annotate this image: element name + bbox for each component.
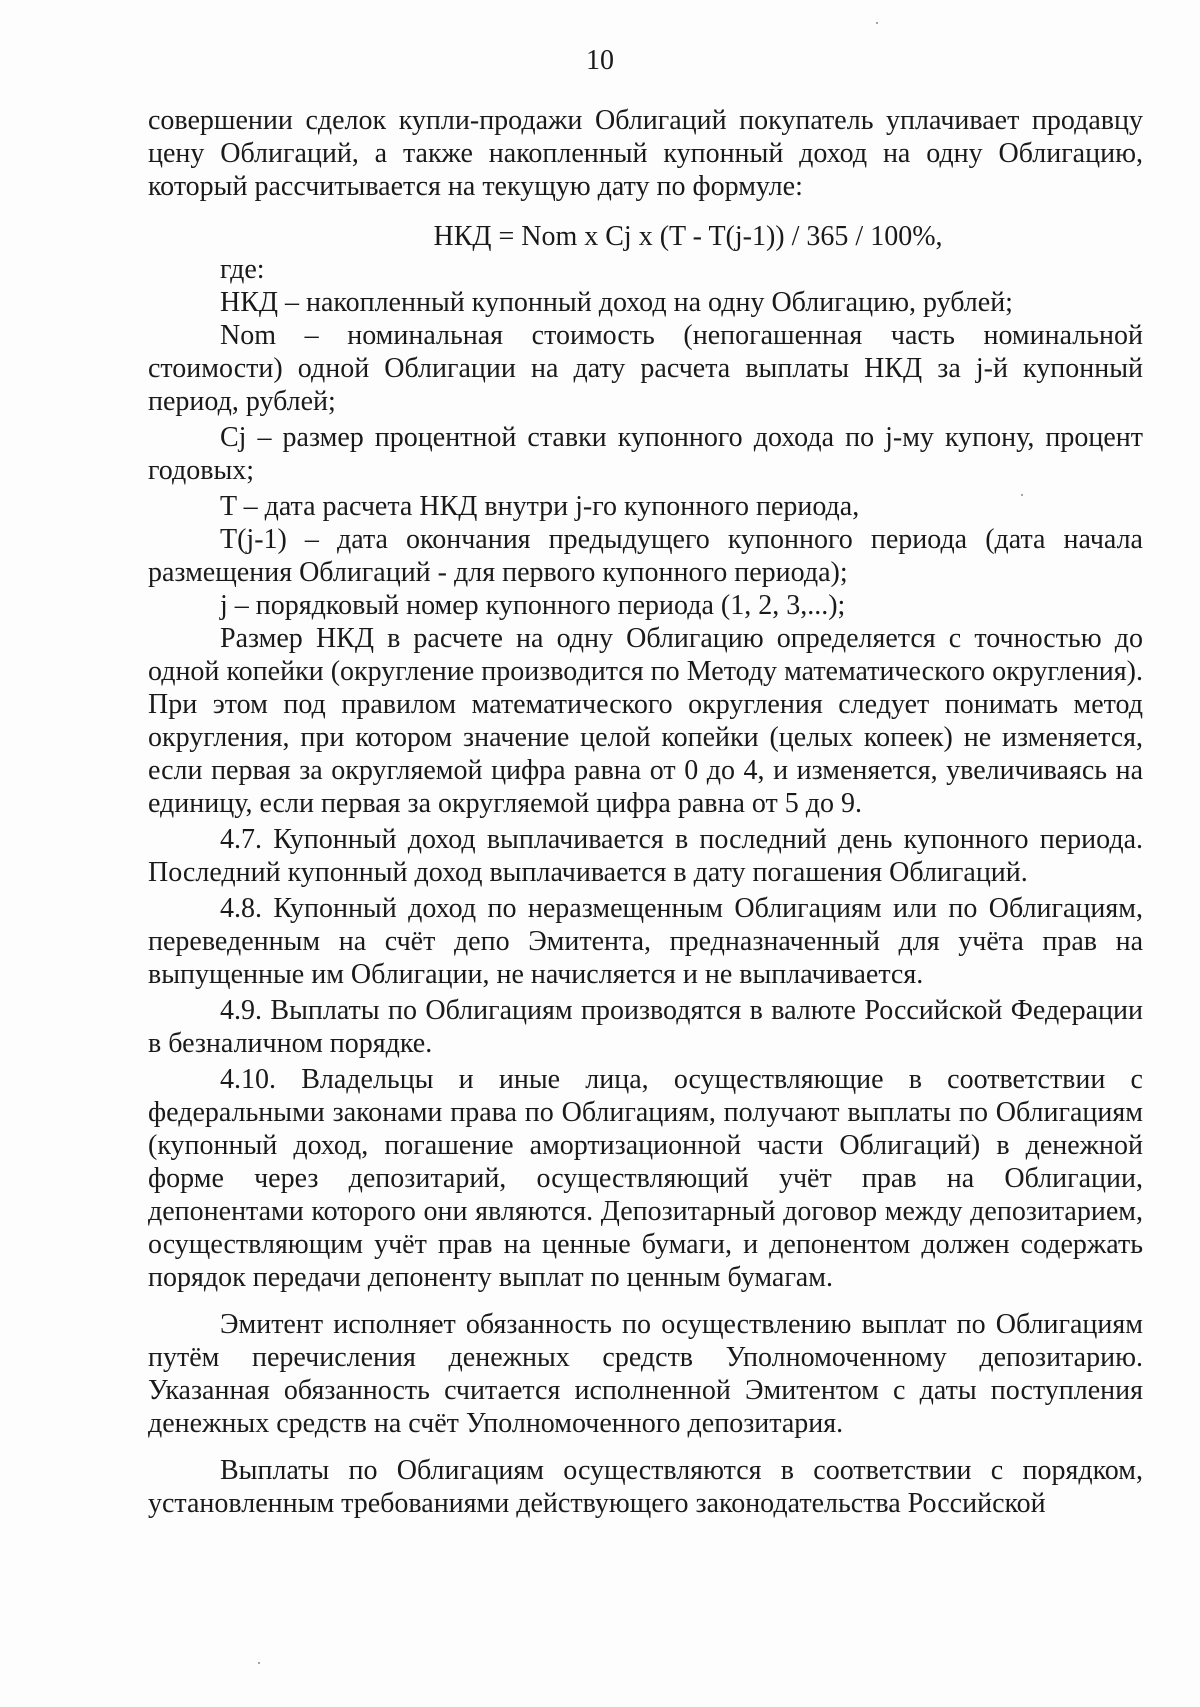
rounding-paragraph: Размер НКД в расчете на одну Облигацию определяется с точностью до одной копейки (округление производится по Методу математического округления). При этом под правилом математического округления следует понимать метод округления, при котором значение целой копейки (целых копеек) не изменяется, если первая за округляемой цифра равна от 0 до 4, и изменяется, увеличиваясь на единицу, если первая за округляемой цифра равна от 5 до 9. bbox=[148, 623, 1143, 819]
scan-speck bbox=[876, 22, 878, 24]
scan-speck bbox=[258, 1662, 260, 1664]
definition-nkd: НКД – накопленный купонный доход на одну Облигацию, рублей; bbox=[220, 287, 1013, 318]
definition-t-prev: T(j-1) – дата окончания предыдущего купонного периода (дата начала размещения Облигаций - для первого купонного периода); bbox=[148, 524, 1143, 588]
nkd-formula: НКД = Nom x Cj x (T - T(j-1)) / 365 / 100%, bbox=[433, 221, 943, 252]
scan-speck bbox=[1021, 494, 1023, 496]
intro-paragraph: совершении сделок купли-продажи Облигаций покупатель уплачивает продавцу цену Облигаций, а также накопленный купонный доход на одну Облигацию, который рассчитывается на текущую дату по формуле: bbox=[148, 105, 1143, 202]
payments-paragraph: Выплаты по Облигациям осуществляются в соответствии с порядком, установленным требованиями действующего законодательства Российской bbox=[148, 1455, 1143, 1519]
definition-cj: Cj – размер процентной ставки купонного дохода по j-му купону, процент годовых; bbox=[148, 422, 1143, 486]
clause-4-8: 4.8. Купонный доход по неразмещенным Облигациям или по Облигациям, переведенным на счёт депо Эмитента, предназначенный для учёта прав на выпущенные им Облигации, не начисляется и не выплачивается. bbox=[148, 893, 1143, 990]
clause-4-9: 4.9. Выплаты по Облигациям производятся в валюте Российской Федерации в безналичном порядке. bbox=[148, 995, 1143, 1059]
clause-4-7: 4.7. Купонный доход выплачивается в последний день купонного периода. Последний купонный доход выплачивается в дату погашения Облигаций. bbox=[148, 824, 1143, 888]
page-number: 10 bbox=[586, 45, 614, 76]
where-label: где: bbox=[220, 254, 265, 285]
clause-4-10: 4.10. Владельцы и иные лица, осуществляющие в соответствии с федеральными законами права по Облигациям, получают выплаты по Облигациям (купонный доход, погашение амортизационной части Облигаций) в денежной форме через депозитарий, осуществляющий учёт прав на Облигации, депонентами которого они являются. Депозитарный договор между депозитарием, осуществляющим учёт прав на ценные бумаги, и депонентом должен содержать порядок передачи депоненту выплат по ценным бумагам. bbox=[148, 1064, 1143, 1293]
definition-t: T – дата расчета НКД внутри j-го купонного периода, bbox=[220, 491, 860, 522]
document-body bbox=[148, 104, 1143, 1520]
issuer-obligation-paragraph: Эмитент исполняет обязанность по осуществлению выплат по Облигациям путём перечисления денежных средств Уполномоченному депозитарию. Указанная обязанность считается исполненной Эмитентом с даты поступления денежных средств на счёт Уполномоченного депозитария. bbox=[148, 1309, 1143, 1439]
definition-j: j – порядковый номер купонного периода (1, 2, 3,...); bbox=[220, 590, 846, 621]
definition-nom: Nom – номинальная стоимость (непогашенная часть номинальной стоимости) одной Облигации на дату расчета выплаты НКД за j-й купонный период, рублей; bbox=[148, 320, 1143, 417]
